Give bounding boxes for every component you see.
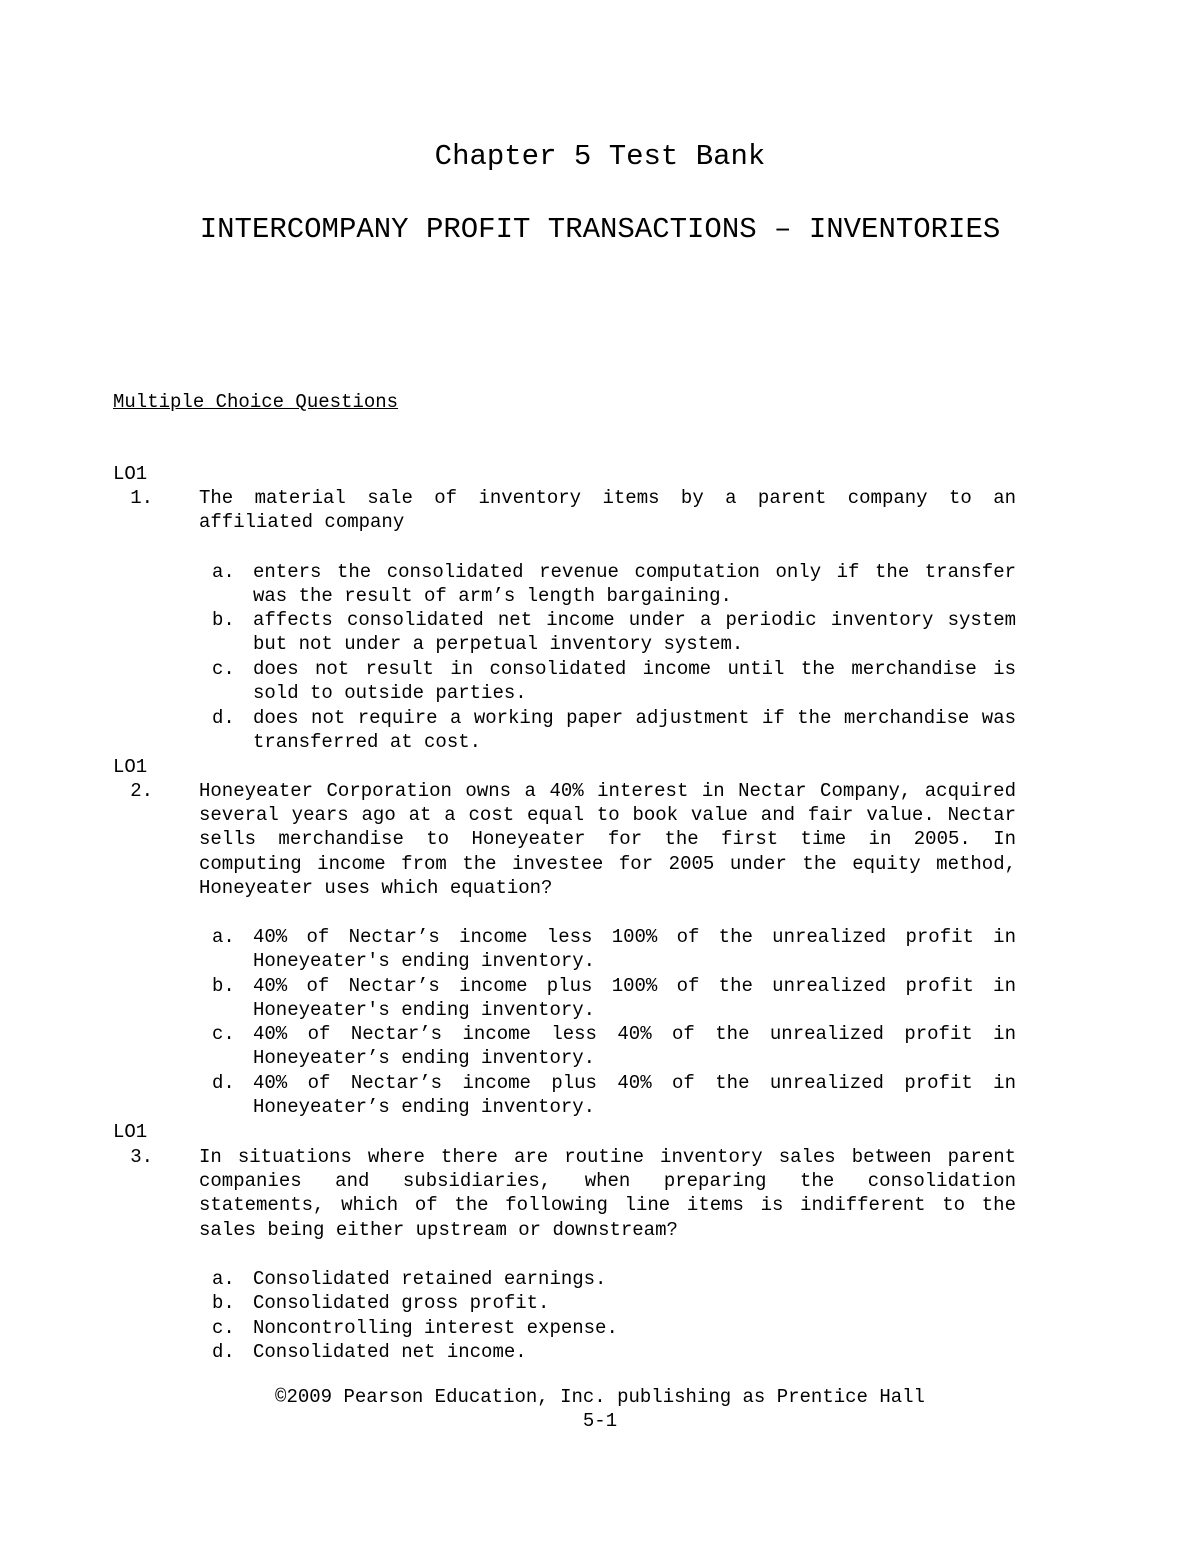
option-letter: c. [212,658,235,680]
option-letter: a. [212,561,235,583]
option-letter: b. [212,975,235,997]
option-letter: a. [212,1268,235,1290]
learning-objective-label: LO1 [113,756,148,778]
footer-copyright: ©2009 Pearson Education, Inc. publishing as Prentice Hall [275,1386,925,1408]
option-letter: c. [212,1023,235,1045]
question-number: 3. [130,1146,153,1168]
question-text: Honeyeater Corporation owns a 40% interest in Nectar Company, acquired several years ago at a cost equal to book value and fair value. Nectar sells merchandise to Honeyeater for the first time in 2005. In computing income from the investee for 2005 under the equity method, Honeyeater uses which equation? [199,780,1016,899]
question-number: 1. [130,487,153,509]
option-letter: a. [212,926,235,948]
learning-objective-label: LO1 [113,463,148,485]
question-text: The material sale of inventory items by a parent company to an affiliated company [199,487,1016,534]
option-text: 40% of Nectar’s income plus 100% of the unrealized profit in Honeyeater's ending inventory. [253,975,1016,1022]
option-letter: d. [212,1341,235,1363]
option-text: 40% of Nectar’s income less 40% of the unrealized profit in Honeyeater’s ending inventory. [253,1023,1016,1070]
option-letter: b. [212,609,235,631]
chapter-title: Chapter 5 Test Bank [434,140,766,173]
option-text: 40% of Nectar’s income plus 40% of the unrealized profit in Honeyeater’s ending inventory. [253,1072,1016,1119]
section-heading: Multiple Choice Questions [113,391,399,413]
option-text: Consolidated retained earnings. [253,1268,607,1290]
option-letter: c. [212,1317,235,1339]
option-text: enters the consolidated revenue computation only if the transfer was the result of arm’s length bargaining. [253,561,1016,608]
option-text: Consolidated gross profit. [253,1292,550,1314]
page-number: 5-1 [582,1410,618,1432]
question-text: In situations where there are routine inventory sales between parent companies and subsidiaries, when preparing the consolidation statements, which of the following line items is indifferent to the sales being either upstream or downstream? [199,1146,1016,1241]
option-text: does not require a working paper adjustment if the merchandise was transferred at cost. [253,707,1016,754]
option-letter: d. [212,707,235,729]
option-text: 40% of Nectar’s income less 100% of the unrealized profit in Honeyeater's ending inventory. [253,926,1016,973]
option-letter: d. [212,1072,235,1094]
option-text: affects consolidated net income under a periodic inventory system but not under a perpetual inventory system. [253,609,1016,656]
option-text: does not result in consolidated income until the merchandise is sold to outside parties. [253,658,1016,705]
question-number: 2. [130,780,153,802]
option-text: Noncontrolling interest expense. [253,1317,618,1339]
option-text: Consolidated net income. [253,1341,527,1363]
learning-objective-label: LO1 [113,1121,148,1143]
chapter-subtitle: INTERCOMPANY PROFIT TRANSACTIONS – INVENTORIES [199,213,1001,246]
option-letter: b. [212,1292,235,1314]
